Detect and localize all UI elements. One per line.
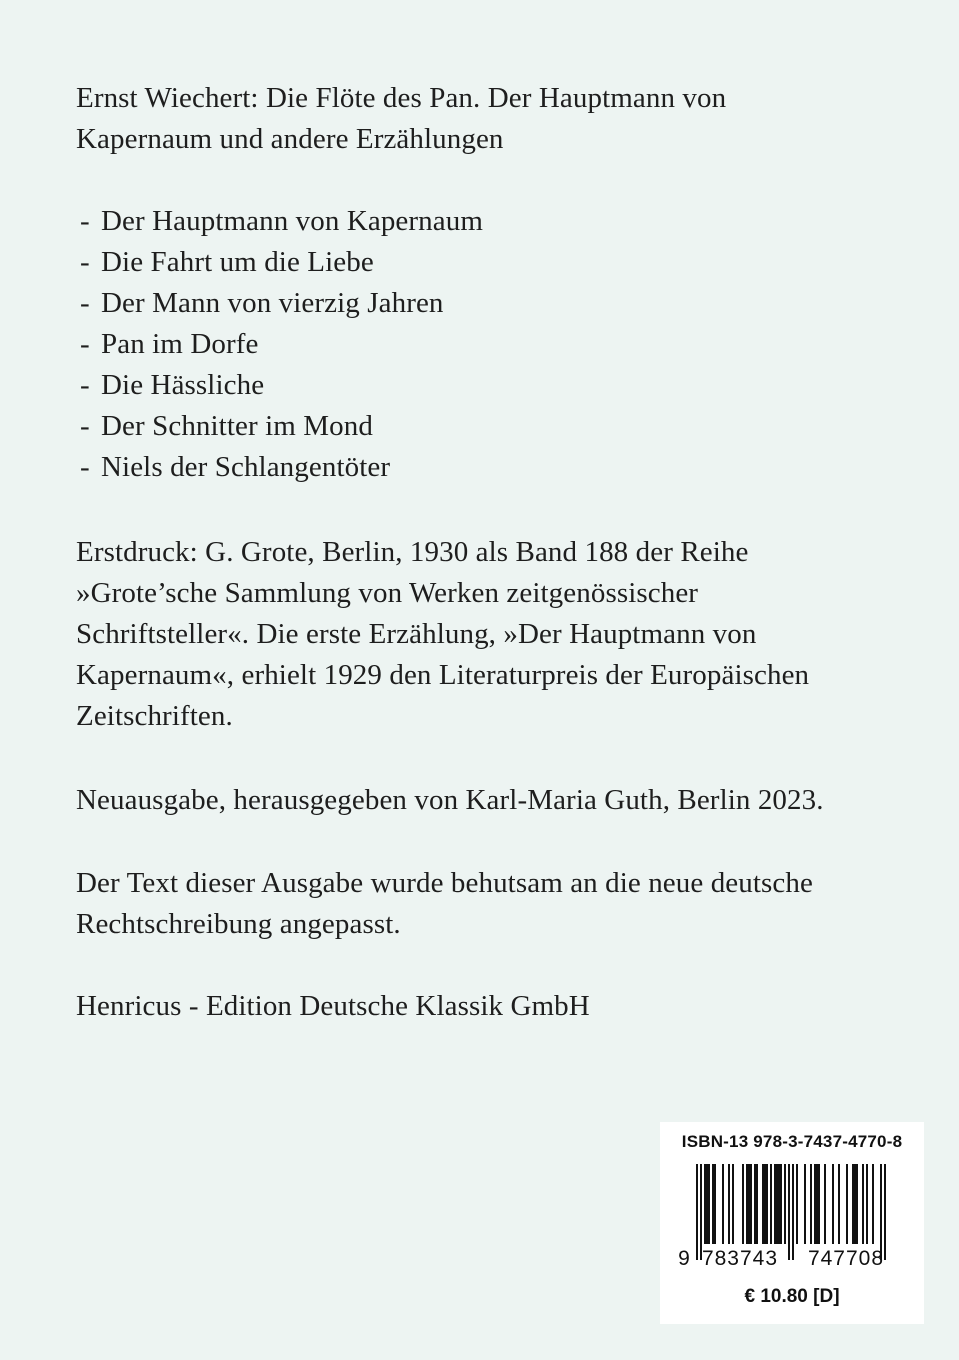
contents-item: - Niels der Schlangentöter bbox=[80, 451, 391, 483]
barcode-bar bbox=[816, 1164, 818, 1244]
barcode-bar bbox=[750, 1164, 752, 1244]
barcode-bar bbox=[706, 1164, 708, 1244]
barcode-digit-first: 9 bbox=[678, 1247, 690, 1268]
barcode-bar bbox=[780, 1164, 782, 1244]
first-print-line: »Grote’sche Sammlung von Werken zeitgenössischer bbox=[76, 577, 699, 609]
contents-item: - Der Schnitter im Mond bbox=[80, 410, 373, 442]
barcode-bar bbox=[742, 1164, 744, 1244]
barcode-bar bbox=[764, 1164, 766, 1244]
orthography-line: Rechtschreibung angepasst. bbox=[76, 908, 401, 940]
isbn-barcode-box bbox=[660, 1122, 924, 1324]
orthography-line: Der Text dieser Ausgabe wurde behutsam an die neue deutsche bbox=[76, 867, 813, 899]
first-print-note bbox=[76, 532, 876, 737]
barcode-digits-left: 783743 bbox=[701, 1247, 779, 1268]
barcode-bar bbox=[856, 1164, 858, 1244]
barcode-bar bbox=[784, 1164, 786, 1244]
barcode-bar bbox=[832, 1164, 834, 1244]
barcode-bar bbox=[766, 1164, 768, 1244]
isbn-label: ISBN-13 978-3-7437-4770-8 bbox=[681, 1132, 903, 1151]
new-edition-note: Neuausgabe, herausgegeben von Karl-Maria Guth, Berlin 2023. bbox=[76, 784, 824, 816]
barcode-bar bbox=[852, 1164, 854, 1244]
barcode-digits-right: 747708 bbox=[807, 1247, 885, 1268]
barcode-bar bbox=[754, 1164, 756, 1244]
barcode-bar bbox=[838, 1164, 840, 1244]
barcode-bar bbox=[722, 1164, 724, 1244]
contents-item: - Die Fahrt um die Liebe bbox=[80, 246, 374, 278]
barcode-guard-bar bbox=[700, 1164, 702, 1260]
title-line: Kapernaum und andere Erzählungen bbox=[76, 123, 504, 155]
publisher-name: Henricus - Edition Deutsche Klassik GmbH bbox=[76, 990, 590, 1022]
barcode-guard-bar bbox=[884, 1164, 886, 1260]
first-print-line: Schriftsteller«. Die erste Erzählung, »Der Hauptmann von bbox=[76, 618, 757, 650]
first-print-line: Kapernaum«, erhielt 1929 den Literaturpreis der Europäischen bbox=[76, 659, 810, 691]
barcode-bar bbox=[818, 1164, 820, 1244]
barcode-bar bbox=[756, 1164, 758, 1244]
barcode-guard-bar bbox=[792, 1164, 794, 1260]
barcode-bar bbox=[796, 1164, 798, 1244]
price-label: € 10.80 [D] bbox=[744, 1286, 840, 1307]
orthography-note bbox=[76, 863, 876, 945]
barcode-bar bbox=[762, 1164, 764, 1244]
barcode-guard-bar bbox=[788, 1164, 790, 1260]
barcode-bar bbox=[774, 1164, 776, 1244]
first-print-line: Zeitschriften. bbox=[76, 700, 233, 732]
contents-item: - Der Hauptmann von Kapernaum bbox=[80, 205, 483, 237]
barcode-bar bbox=[748, 1164, 750, 1244]
barcode-bar bbox=[712, 1164, 714, 1244]
barcode-bar bbox=[708, 1164, 710, 1244]
barcode-guard-bar bbox=[880, 1164, 882, 1260]
barcode-bar bbox=[854, 1164, 856, 1244]
contents-list bbox=[80, 201, 880, 488]
barcode-bar bbox=[714, 1164, 716, 1244]
first-print-line: Erstdruck: G. Grote, Berlin, 1930 als Band 188 der Reihe bbox=[76, 536, 749, 568]
barcode-bar bbox=[824, 1164, 826, 1244]
barcode-bar bbox=[846, 1164, 848, 1244]
barcode-bar bbox=[704, 1164, 706, 1244]
contents-item: - Der Mann von vierzig Jahren bbox=[80, 287, 444, 319]
barcode-bar bbox=[862, 1164, 864, 1244]
barcode-bar bbox=[810, 1164, 812, 1244]
contents-item: - Pan im Dorfe bbox=[80, 328, 259, 360]
barcode-bar bbox=[804, 1164, 806, 1244]
contents-item: - Die Hässliche bbox=[80, 369, 265, 401]
barcode-bar bbox=[728, 1164, 730, 1244]
barcode-bar bbox=[872, 1164, 874, 1244]
barcode-bar bbox=[732, 1164, 734, 1244]
barcode-bar bbox=[778, 1164, 780, 1244]
barcode-bar bbox=[814, 1164, 816, 1244]
barcode-bar bbox=[776, 1164, 778, 1244]
barcode-bar bbox=[770, 1164, 772, 1244]
barcode-bar bbox=[746, 1164, 748, 1244]
title-line: Ernst Wiechert: Die Flöte des Pan. Der Hauptmann von bbox=[76, 82, 727, 114]
barcode bbox=[678, 1164, 906, 1268]
barcode-bar bbox=[866, 1164, 868, 1244]
book-title bbox=[76, 78, 876, 160]
barcode-guard-bar bbox=[696, 1164, 698, 1260]
